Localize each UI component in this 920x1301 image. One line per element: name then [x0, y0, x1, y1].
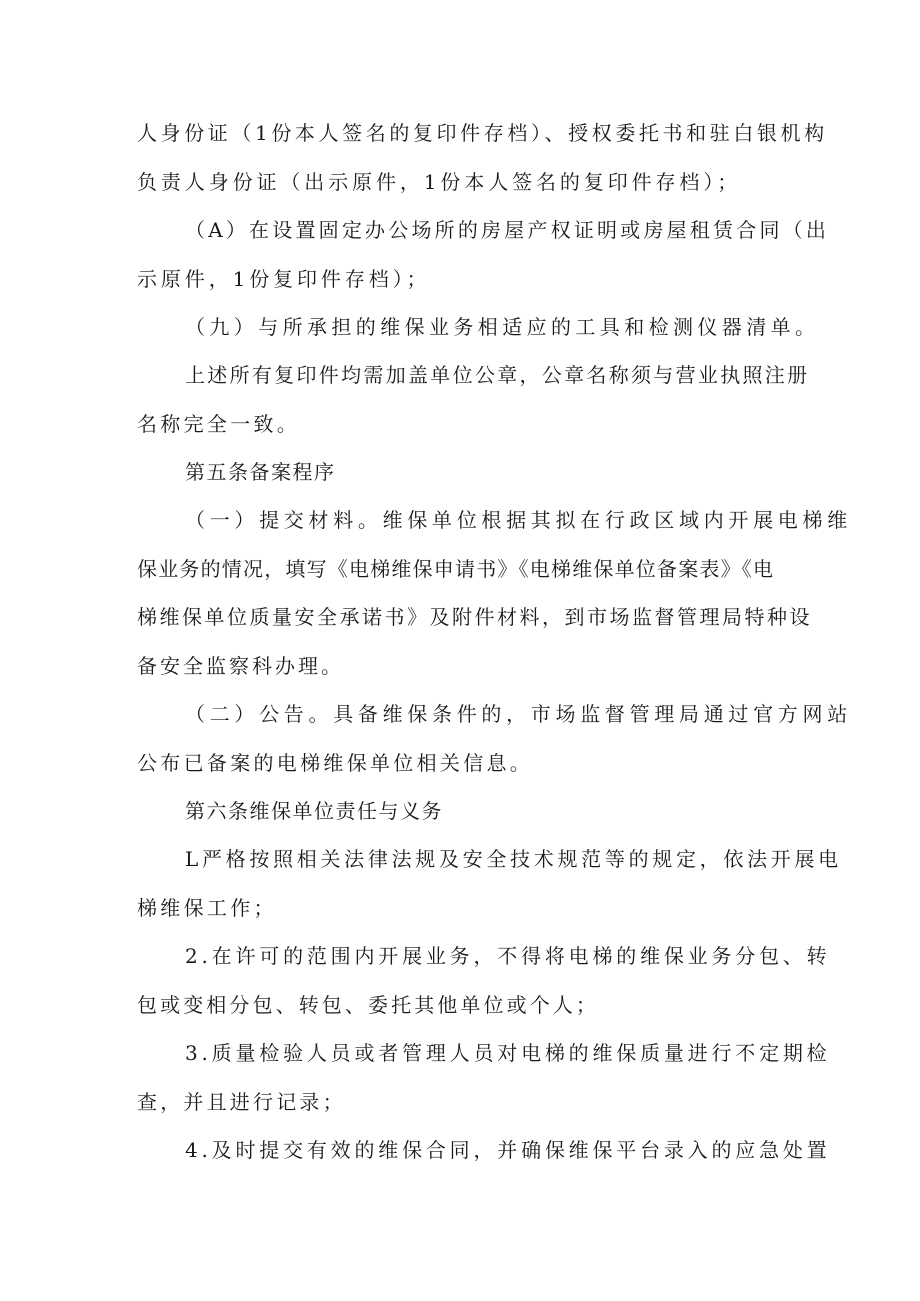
- text-line: （A）在设置固定办公场所的房屋产权证明或房屋租赁合同（出: [185, 218, 830, 242]
- text-line: 2.在许可的范围内开展业务，不得将电梯的维保业务分包、转: [185, 944, 831, 968]
- text-line: 包或变相分包、转包、委托其他单位或个人；: [137, 993, 599, 1017]
- text-line: 备安全监察科办理。: [137, 654, 344, 678]
- text-line: 3.质量检验人员或者管理人员对电梯的维保质量进行不定期检: [185, 1041, 831, 1065]
- section-heading: 第六条维保单位责任与义务: [185, 799, 443, 823]
- text-line: 上述所有复印件均需加盖单位公章，公章名称须与营业执照注册: [185, 363, 810, 387]
- text-line: 示原件，1份复印件存档）；: [137, 267, 431, 291]
- text-line: 查，并且进行记录；: [137, 1090, 346, 1114]
- text-line: 人身份证（1份本人签名的复印件存档）、授权委托书和驻白银机构: [137, 121, 828, 145]
- text-line: 保业务的情况，填写《电梯维保申请书》《电梯维保单位备案表》《电: [137, 557, 775, 581]
- section-heading: 第五条备案程序: [185, 460, 336, 484]
- text-line: 梯维保单位质量安全承诺书》及附件材料，到市场监督管理局特种设: [137, 605, 812, 629]
- text-line: （九）与所承担的维保业务相适应的工具和检测仪器清单。: [185, 315, 820, 339]
- text-line: 4.及时提交有效的维保合同，并确保维保平台录入的应急处置: [185, 1138, 831, 1162]
- text-line: 公布已备案的电梯维保单位相关信息。: [137, 751, 534, 775]
- text-line: （一）提交材料。维保单位根据其拟在行政区域内开展电梯维: [185, 508, 852, 532]
- text-line: 梯维保工作；: [137, 896, 277, 920]
- text-line: 负责人身份证（出示原件，1份本人签名的复印件存档）；: [137, 170, 742, 194]
- text-line: 名称完全一致。: [137, 412, 301, 436]
- text-line: （二）公告。具备维保条件的，市场监督管理局通过官方网站: [185, 702, 852, 726]
- text-line: L严格按照相关法律法规及安全技术规范等的规定，依法开展电: [185, 847, 842, 871]
